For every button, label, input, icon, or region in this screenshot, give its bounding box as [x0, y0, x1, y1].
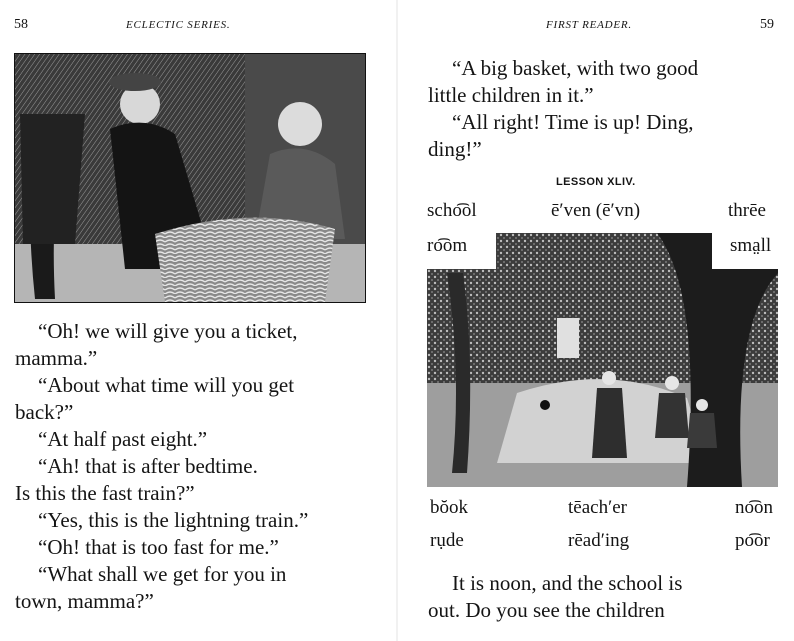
right-text-line: out. Do you see the children	[428, 598, 665, 622]
left-text-line: “Oh! we will give you a ticket,	[38, 319, 298, 343]
engraving-schoolyard	[427, 233, 778, 487]
vocab-word: rēad′ing	[568, 530, 630, 551]
right-text-line: little children in it.”	[428, 83, 594, 107]
vocab-word: po͡or	[735, 530, 770, 551]
vocab-word: tēach′er	[568, 497, 627, 518]
illustration-schoolyard	[427, 233, 778, 487]
engraving-children-basket	[15, 54, 365, 302]
vocab-word: scho͡ol	[427, 200, 477, 221]
right-text-line: ding!”	[428, 137, 482, 161]
right-page-number: 59	[760, 17, 774, 32]
left-text-line: “What shall we get for you in	[38, 562, 287, 586]
lesson-title: LESSON XLIV.	[556, 176, 636, 188]
left-text-line: “Ah! that is after bedtime.	[38, 454, 258, 478]
right-text-line: “All right! Time is up! Ding,	[452, 110, 694, 134]
right-running-head: FIRST READER.	[546, 19, 632, 31]
right-text-line: “A big basket, with two good	[452, 56, 699, 80]
left-text-line: Is this the fast train?”	[15, 481, 195, 505]
illustration-children-basket	[14, 53, 366, 303]
left-text-line: “About what time will you get	[38, 373, 295, 397]
left-text-line: town, mamma?”	[15, 589, 154, 613]
vocab-word: ē′ven (ē′vn)	[551, 200, 641, 221]
left-text-line: “At half past eight.”	[38, 427, 208, 451]
vocab-word: ro͡om	[427, 235, 468, 256]
left-running-head: ECLECTIC SERIES.	[126, 19, 231, 31]
vocab-word: rụde	[430, 530, 464, 551]
vocab-word: no͡on	[735, 497, 773, 518]
right-text-line: It is noon, and the school is	[452, 571, 683, 595]
vocab-word: thrēe	[728, 200, 766, 221]
left-text-line: mamma.”	[15, 346, 98, 370]
vocab-word: sma̤ll	[730, 235, 772, 256]
left-text-line: back?”	[15, 400, 74, 424]
left-text-line: “Oh! that is too fast for me.”	[38, 535, 279, 559]
left-page-number: 58	[14, 17, 28, 32]
vocab-word: bŏok	[430, 497, 468, 518]
book-gutter	[396, 0, 398, 641]
left-text-line: “Yes, this is the lightning train.”	[38, 508, 309, 532]
